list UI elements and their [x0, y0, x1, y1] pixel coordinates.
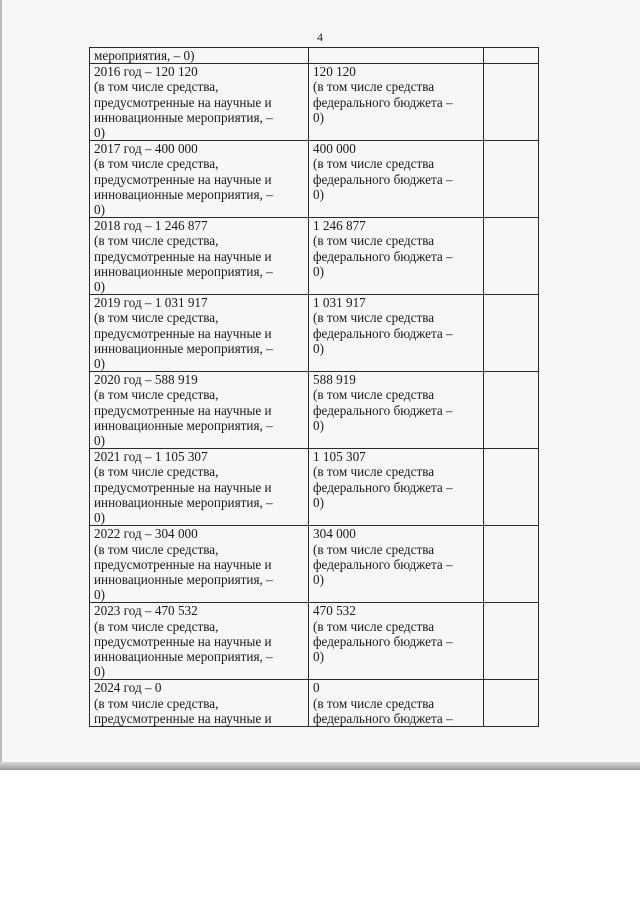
cell-line: 2020 год – 588 919 [94, 372, 198, 388]
cell-line: 400 000 [313, 141, 356, 157]
cell-line: 0) [313, 571, 324, 587]
table-row [90, 141, 539, 218]
table-cell-col2 [309, 372, 484, 449]
cell-line: федерального бюджета – [313, 633, 453, 649]
cell-line: (в том числе средства, [94, 618, 219, 634]
cell-line: (в том числе средства [313, 618, 435, 634]
table-cell-col1 [90, 526, 309, 603]
cell-line: 0) [313, 417, 324, 433]
table-cell-col1 [90, 218, 309, 295]
cell-line: 0) [94, 664, 105, 680]
cell-line: 0) [313, 648, 324, 664]
cell-line: (в том числе средства [313, 464, 435, 480]
cell-line: федерального бюджета – [313, 402, 453, 418]
cell-line: инновационные мероприятия, – [94, 186, 273, 202]
cell-line: 2019 год – 1 031 917 [94, 295, 208, 311]
cell-line: 1 031 917 [313, 295, 366, 311]
cell-line: 0) [313, 263, 324, 279]
cell-line: предусмотренные на научные и [94, 248, 272, 264]
cell-line: 0) [313, 186, 324, 202]
cell-line: мероприятия, – 0) [94, 48, 195, 63]
cell-line: 0) [313, 109, 324, 125]
table-row [90, 526, 539, 603]
cell-line: 1 105 307 [313, 449, 366, 465]
cell-line: федерального бюджета – [313, 325, 453, 341]
cell-line: федерального бюджета – [313, 94, 453, 110]
cell-line: федерального бюджета – [313, 556, 453, 572]
table-cell-col2 [309, 295, 484, 372]
cell-line: (в том числе средства, [94, 79, 219, 95]
table-row [90, 680, 539, 727]
cell-line: 0) [94, 510, 105, 526]
cell-line: (в том числе средства, [94, 310, 219, 326]
cell-line: 0) [94, 279, 105, 295]
table-cell-col3 [484, 680, 539, 727]
cell-line: 1 246 877 [313, 218, 366, 234]
table-row-continuation [90, 48, 539, 64]
cell-line: инновационные мероприятия, – [94, 417, 273, 433]
table-cell-col2 [309, 218, 484, 295]
cell-line: предусмотренные на научные и [94, 556, 272, 572]
table-cell-col1 [90, 64, 309, 141]
cell-line: 2022 год – 304 000 [94, 526, 198, 542]
page-number: 4 [317, 30, 323, 44]
cell-line: предусмотренные на научные и [94, 402, 272, 418]
table-cell-col1 [90, 680, 309, 727]
table-cell-col1 [90, 449, 309, 526]
table-cell-col3 [484, 449, 539, 526]
cell-line: инновационные мероприятия, – [94, 263, 273, 279]
table-cell-col2 [309, 48, 484, 64]
cell-line: (в том числе средства, [94, 156, 219, 172]
cell-line: 470 532 [313, 603, 356, 619]
table-cell-col1 [90, 48, 309, 64]
table-cell-col3 [484, 372, 539, 449]
scan-edge-bottom [0, 762, 640, 770]
cell-line: 0) [94, 202, 105, 218]
cell-line: 0) [94, 587, 105, 603]
cell-line: 120 120 [313, 64, 356, 80]
cell-line: 0) [94, 356, 105, 372]
table-cell-col3 [484, 141, 539, 218]
cell-line: 588 919 [313, 372, 356, 388]
table-row [90, 218, 539, 295]
cell-line: (в том числе средства, [94, 541, 219, 557]
cell-line: 0) [94, 433, 105, 449]
funding-table-body [90, 48, 539, 727]
cell-line: предусмотренные на научные и [94, 94, 272, 110]
table-row [90, 372, 539, 449]
scan-edge-left [0, 0, 2, 766]
cell-line: (в том числе средства [313, 233, 435, 249]
cell-line: (в том числе средства, [94, 387, 219, 403]
cell-line: (в том числе средства [313, 387, 435, 403]
cell-line: предусмотренные на научные и [94, 710, 272, 726]
table-cell-col2 [309, 680, 484, 727]
cell-line: (в том числе средства [313, 541, 435, 557]
cell-line: 0) [94, 125, 105, 141]
cell-line: 2017 год – 400 000 [94, 141, 198, 157]
cell-line: предусмотренные на научные и [94, 325, 272, 341]
cell-line: федерального бюджета – [313, 710, 453, 726]
table-cell-col1 [90, 295, 309, 372]
table-cell-col1 [90, 372, 309, 449]
table-cell-col2 [309, 526, 484, 603]
table-row [90, 603, 539, 680]
cell-line: (в том числе средства [313, 695, 435, 711]
cell-line: 2016 год – 120 120 [94, 64, 198, 80]
cell-line: 2021 год – 1 105 307 [94, 449, 208, 465]
table-cell-col3 [484, 64, 539, 141]
cell-line: инновационные мероприятия, – [94, 340, 273, 356]
table-row [90, 449, 539, 526]
cell-line: федерального бюджета – [313, 248, 453, 264]
cell-line: 0) [313, 494, 324, 510]
table-cell-col3 [484, 526, 539, 603]
table-cell-col2 [309, 64, 484, 141]
cell-line: федерального бюджета – [313, 171, 453, 187]
cell-line: инновационные мероприятия, – [94, 494, 273, 510]
cell-line: 304 000 [313, 526, 356, 542]
table-cell-col1 [90, 603, 309, 680]
cell-line: 2023 год – 470 532 [94, 603, 198, 619]
table-cell-col3 [484, 603, 539, 680]
cell-line: (в том числе средства [313, 79, 435, 95]
table-cell-col3 [484, 48, 539, 64]
cell-line: (в том числе средства [313, 310, 435, 326]
table-cell-col2 [309, 141, 484, 218]
table-row [90, 295, 539, 372]
cell-line: 2024 год – 0 [94, 680, 162, 696]
cell-line: (в том числе средства, [94, 233, 219, 249]
cell-line: 0) [313, 340, 324, 356]
funding-table [89, 47, 539, 727]
table-cell-col3 [484, 295, 539, 372]
cell-line: (в том числе средства, [94, 695, 219, 711]
cell-line: 2018 год – 1 246 877 [94, 218, 208, 234]
table-cell-col1 [90, 141, 309, 218]
cell-line: инновационные мероприятия, – [94, 109, 273, 125]
cell-line: (в том числе средства [313, 156, 435, 172]
table-row [90, 64, 539, 141]
table-cell-col2 [309, 449, 484, 526]
cell-line: предусмотренные на научные и [94, 479, 272, 495]
cell-line: предусмотренные на научные и [94, 633, 272, 649]
cell-line: инновационные мероприятия, – [94, 648, 273, 664]
cell-line: предусмотренные на научные и [94, 171, 272, 187]
cell-line: 0 [313, 680, 320, 696]
table-cell-col2 [309, 603, 484, 680]
cell-line: инновационные мероприятия, – [94, 571, 273, 587]
cell-line: федерального бюджета – [313, 479, 453, 495]
cell-line: (в том числе средства, [94, 464, 219, 480]
table-cell-col3 [484, 218, 539, 295]
